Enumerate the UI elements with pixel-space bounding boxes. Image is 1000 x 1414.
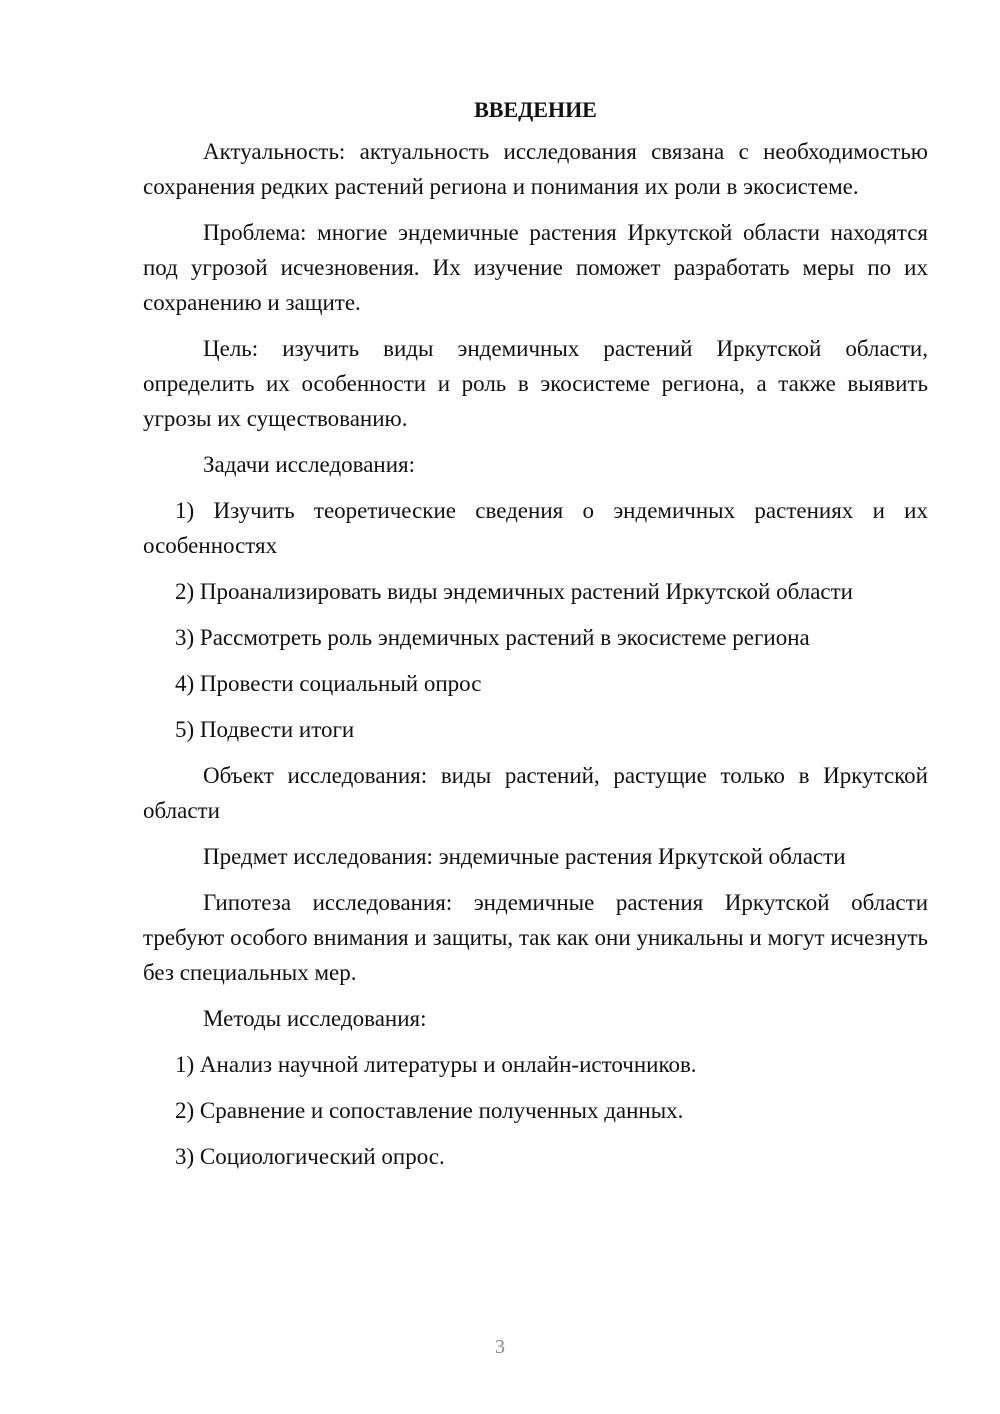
paragraph-relevance: Актуальность: актуальность исследования связана с необходимостью сохранения редких растений региона и понимания их роли в экосистеме. [143,139,928,199]
paragraph-hypothesis: Гипотеза исследования: эндемичные растения Иркутской области требуют особого внимания и защиты, так как они уникальны и могут исчезнуть без специальных мер. [143,890,928,985]
paragraph-problem: Проблема: многие эндемичные растения Иркутской области находятся под угрозой исчезновения. Их изучение поможет разработать меры по их сохранению и защите. [143,220,928,315]
methods-heading: Методы исследования: [203,1006,427,1031]
page-title: ВВЕДЕНИЕ [474,97,597,122]
task-item-2: 2) Проанализировать виды эндемичных растений Иркутской области [175,579,853,604]
task-item-1: 1) Изучить теоретические сведения о эндемичных растениях и их особенностях [143,498,928,558]
tasks-heading: Задачи исследования: [203,452,416,477]
task-item-4: 4) Провести социальный опрос [175,671,482,696]
text-column [143,92,928,1185]
task-item-3: 3) Рассмотреть роль эндемичных растений в экосистеме региона [175,625,810,650]
method-item-3: 3) Социологический опрос. [175,1144,445,1169]
paragraph-object: Объект исследования: виды растений, растущие только в Иркутской области [143,763,928,823]
method-item-2: 2) Сравнение и сопоставление полученных данных. [175,1098,684,1123]
paragraph-goal: Цель: изучить виды эндемичных растений Иркутской области, определить их особенности и роль в экосистеме региона, а также выявить угрозы их существованию. [143,336,928,431]
method-item-1: 1) Анализ научной литературы и онлайн-источников. [175,1052,697,1077]
paragraph-subject: Предмет исследования: эндемичные растения Иркутской области [203,844,846,869]
task-item-5: 5) Подвести итоги [175,717,355,742]
page-number: 3 [495,1336,505,1358]
